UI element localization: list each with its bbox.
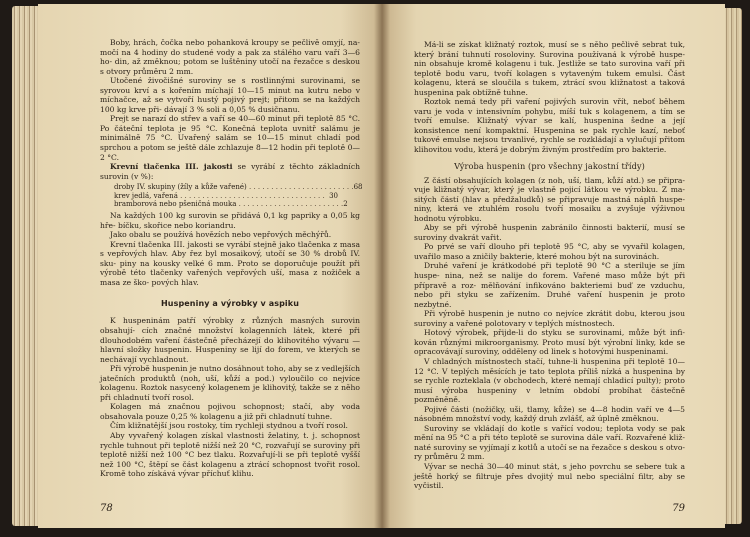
krevni-intro: se vyrábí z těchto základních surovin (v %): (100, 162, 360, 181)
paragraph: Hotový výrobek, přijde-li do styku se surovinami, může být infi- kován různými mikroorganismy. Proto musí být výrobní linky, kde se opracovávají suroviny, odděleny od linek s hotovými huspeninami. (414, 328, 685, 357)
paragraph: Po prvé se vaří dlouho při teplotě 95 °C, aby se vyvařil kolagen, uvařilo maso a zničily bakterie, které mohou být na surovinách. (414, 242, 685, 261)
composition-label: droby IV. skupiny (žíly a kůže vařené) (114, 183, 247, 192)
composition-label: krev jedlá, vařená (114, 191, 178, 200)
composition-row (114, 192, 338, 200)
paragraph: Při výrobě huspenin je nutno dosáhnout toho, aby se z vedlejších jatečních produktů (noh, uší, kůží a pod.) vyloučilo co nejvíce kolagenu. Roztok nasycený kolagenem je klihovitý, takže se z něho při chladnutí tvoří rosol. (100, 364, 360, 402)
page-edges-right (724, 8, 742, 524)
paragraph: Roztok nemá tedy při vaření pojivých surovin vřít, neboť během varu je voda v intensivním pohybu, míší tuk s kolagenem, a tím se tvoří emulse. Kližnatý vývar se kalí, huspenina šedne a její konsistence není kompaktní. Huspenina se pak rychle kazí, neboť tukové emulse nejsou trvanlivé, rychle se rozkládají a vylučují přitom klihovitou vodu, která je dobrým živným prostředím pro bakterie. (414, 97, 685, 155)
leader-dots: . . . . . . . . . . . . . . . . . . . . . . . . . . . . . . . . . (177, 191, 325, 200)
composition-row (114, 199, 348, 208)
paragraph: Z částí obsahujících kolagen (z noh, uší, tlam, kůží atd.) se připra- vuje kližnatý vývar, který je vlastně pojicí látkou ve výrobku. Z ma- sitých částí (hlav a předžaludků) se připravuje mastná náplň huspe- niny, která ve ztuhlém rosolu tvoří mosaiku a zvyšuje výživnou hodnotu výrobku. (414, 175, 685, 223)
paragraph: K huspeninám patří výrobky z různých masných surovin obsahují- cích značné množství kolagenních látek, které při dlouhodobém vaření částečně přecházejí do klihovitého vývaru — hlavní složky huspenin. Huspeniny se lijí do forem, ve kterých se nechávají vychladnout. (100, 316, 360, 364)
page-number: 79 (672, 503, 685, 514)
open-book (12, 4, 742, 530)
book-gutter-shadow (374, 4, 390, 528)
page-edges-left (12, 6, 40, 526)
paragraph: Utočené živočišné suroviny se s rostlinnými surovinami, se syrovou krví a s kořením míchají 10—15 minut na kutru nebo v míchačce, až se vytvoří hustý pojivý prejt; přitom se na každých 100 kg krve při- dávají 3 % soli a 0,05 % dusičnanu. (100, 76, 360, 114)
leader-dots: . . . . . . . . . . . . . . . . . . . . . . . . (236, 199, 344, 208)
paragraph: Při výrobě huspenin je nutno co nejvíce zkrátit dobu, kterou jsou suroviny a vařené polotovary v teplých místnostech. (414, 309, 685, 328)
paragraph: Vývar se nechá 30—40 minut stát, s jeho povrchu se sebere tuk a ještě horký se filtruje přes dvojitý mul nebo speciální filtr, aby se vyčistil. (414, 461, 685, 491)
composition-table (114, 183, 363, 208)
composition-row (114, 183, 363, 192)
paragraph: V chladných místnostech stačí, tuhne-li huspenina při teplotě 10—12 °C. V teplých měsících je tato teplota příliš nízká a huspenina by se rychle rozteklala (v obchodech, které nemají chladicí pulty); proto musí výroba huspeniny v letním období probíhat částečně pozměněně. (414, 356, 685, 405)
paragraph: Na každých 100 kg surovin se přidává 0,1 kg papriky a 0,05 kg hře- bíčku, skořice nebo koriandru. (100, 211, 360, 230)
paragraph: Pojivé části (nožičky, uši, tlamy, kůže) se 4—8 hodin vaří ve 4—5 násobném množství vody, každý druh zvlášť, až úplně změknou. (414, 404, 685, 424)
paragraph: Prejt se narazí do střev a vaří se 40—60 minut při teplotě 85 °C. Po čáteční teplota je 95 °C. Konečná teplota uvnitř salámu je minimálně 75 °C. Uvařený salám se 10—15 minut chladí pod sprchou a potom se ještě dále zchlazuje 8—12 hodin při teplotě 0—2 °C. (100, 114, 360, 162)
paragraph: Krevní tlačenka III. jakosti se vyrábí stejně jako tlačenka z masa s vepřových hlav. Aby řez byl mosaikový, utočí se 30 % drobů IV. sku- piny na kousky velké 6 mm. Proto se doporučuje použít při výrobě této tlačenky vařených vepřových uší, masa z nožiček a masa ze ško- pových hlav. (100, 239, 360, 287)
paragraph: Kolagen má značnou pojivou schopnost; stačí, aby voda obsahovala pouze 0,25 % kolagenu a již při chladnutí tuhne. (100, 402, 360, 421)
section-heading: Huspeniny a výrobky v aspiku (161, 299, 299, 309)
composition-value: 30 (329, 191, 338, 200)
section-heading: Výroba huspenin (pro všechny jakostní třídy) (454, 160, 645, 171)
paragraph: Čím kližnatější jsou rostoky, tím rychleji stydnou a tvoří rosol. (110, 421, 348, 431)
composition-value: 68 (353, 183, 363, 192)
paragraph: Má-li se získat kližnatý roztok, musí se s něho pečlivě sebrat tuk, který brání tuhnutí rosoloviny. Surovina používaná k výrobě huspe- nin obsahuje kromě kolagenu i tuk. Jestliže se tato surovina vaří při teplotě bodu varu, tvoří kolagen s vytaveným tukem emulsi. Část kolagenu, která se sloučila s tukem, ztrácí svou kližnatost a taková huspenina pak obtížně tuhne. (414, 40, 685, 97)
left-page (38, 4, 382, 528)
paragraph: Suroviny se vkládají do kotle s vařící vodou; teplota vody se pak mění na 95 °C a při této teplotě se surovina dále vaří. Rozvařené kliž- naté suroviny se vyjímají z kotlů a utočí se na řezačce s deskou s otvo- ry průměru 2 mm. (414, 423, 685, 462)
term-krevni-tlacenka: Krevní tlačenka III. jakosti (110, 162, 233, 172)
paragraph-krevni (100, 162, 360, 181)
right-page (382, 4, 725, 528)
page-number: 78 (100, 503, 113, 514)
composition-label: bramborová nebo pšeničná mouka (114, 199, 237, 208)
leader-dots: . . . . . . . . . . . . . . . . . . . . . . . . (246, 183, 354, 192)
paragraph: Aby se při výrobě huspenin zabránilo činnosti bakterií, musí se suroviny dvakrát vařit. (414, 223, 685, 242)
composition-value: 2 (343, 199, 348, 208)
paragraph: Druhé vaření je krátkodobé při teplotě 90 °C a steriluje se jím huspe- nina, než se nalije do forem. Vařené maso může být při přípravě a roz- mělňování infikováno bakteriemi buď ze vzduchu, nebo při styku se zařízením. Druhé vaření huspenin je proto nezbytné. (414, 261, 685, 309)
paragraph: Jako obalu se používá hovězích nebo vepřových měchýřů. (110, 230, 332, 240)
paragraph: Aby vyvařený kolagen získal vlastnosti želatiny, t. j. schopnost rychle tuhnout při teplotě nižší než 20 °C, rozvařují se suroviny při teplotě nižší než 100 °C bez tlaku. Rozvařují-li se při teplotě vyšší než 100 °C, štěpí se část kolagenu a ztrácí schopnost tvořit rosol. Kromě toho získává vývar příchuť klihu. (100, 431, 360, 479)
paragraph: Boby, hrách, čočka nebo pohanková kroupy se pečlivě omyjí, na- močí na 4 hodiny do studené vody a pak za stálého varu vaří 3—6 ho- din, až změknou; potom se luštěniny utočí na řezačce s deskou s otvory průměru 2 mm. (100, 38, 360, 76)
